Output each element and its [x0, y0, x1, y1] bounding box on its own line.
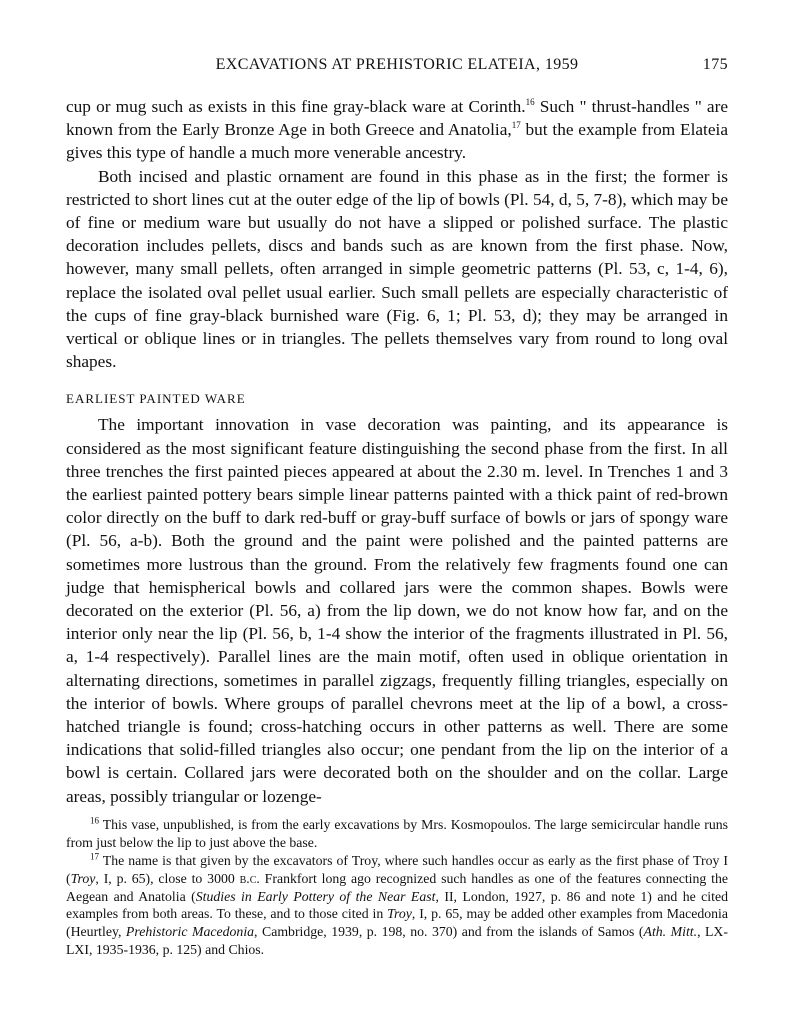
body-text	[66, 95, 728, 808]
footnote-ref-17[interactable]: 17	[511, 120, 521, 131]
footnote-number: 17	[90, 851, 99, 862]
footnote-number: 16	[90, 815, 99, 826]
running-header	[66, 56, 728, 74]
running-title: EXCAVATIONS AT PREHISTORIC ELATEIA, 1959	[215, 56, 579, 73]
page-number: 175	[702, 56, 728, 73]
footnote-17: $^{17}$ The name is that given by the excavators of Troy, where such handles occur as early as the first phase of Troy I (Troy, I, p. 65), close to 3000 b.c. Frankfort long ago recognized such handles as one of the features connecting the Aegean and Anatolia (Studies in Early Pottery of the Near East, II, London, 1927, p. 86 and note 1) and he cited examples from both areas. To these, and to those cited in Troy, I, p. 65, may be added other examples from Macedonia (Heurtley, Prehistoric Macedonia, Cambridge, 1939, p. 198, no. 370) and from the islands of Samos (Ath. Mitt., LX-LXI, 1935-1936, p. 125) and Chios.	[66, 851, 729, 957]
paragraph-ornament: Both incised and plastic ornament are found in this phase as in the first; the former is restricted to short lines cut at the outer edge of the lip of bowls (Pl. 54, d, 5, 7-8), which may be of fine or medium ware but usually do not have a slipped or polished surface. The plastic decoration includes pellets, discs and bands such as are known from the first phase. Now, however, many small pellets, often arranged in simple geometric patterns (Pl. 53, c, 1-4, 6), replace the isolated oval pellet usual earlier. Such small pellets are especially characteristic of the cups of fine gray-black burnished ware (Fig. 6, 1; Pl. 53, d); they may be arranged in vertical or oblique lines or in triangles. The pellets themselves vary from round to long oval shapes.	[66, 166, 728, 372]
footnote-16: $^{16}$ This vase, unpublished, is from the early excavations by Mrs. Kosmopoulos. The large semicircular handle runs from just below the lip to just above the base.	[66, 815, 728, 850]
section-heading: EARLIEST PAINTED WARE	[66, 391, 246, 407]
paragraph-painted-ware: The important innovation in vase decoration was painting, and its appearance is considered as the most significant feature distinguishing the second phase from the first. In all three trenches the first painted pieces appeared at about the 2.30 m. level. In Trenches 1 and 3 the earliest painted pottery bears simple linear patterns painted with a thick paint of red-brown color directly on the buff to dark red-buff or gray-buff surface of bowls or jars of spongy ware (Pl. 56, a-b). Both the ground and the paint were polished and the painted patterns are sometimes more lustrous than the ground. From the relatively few fragments found one can judge that hemispherical bowls and collared jars were the common shapes. Bowls were decorated on the exterior (Pl. 56, a) from the lip down, we do not know how far, and on the interior only near the lip (Pl. 56, b, 1-4 show the interior of the fragments illustrated in Pl. 56, a, 1-4 respectively). Parallel lines are the main motif, often used in oblique orientation in alternating directions, sometimes in parallel zigzags, frequently filling triangles, especially on the interior of bowls. Where groups of parallel chevrons meet at the lip of a bowl, a cross-hatched triangle is found; cross-hatching occurs in other patterns as well. There are some indications that solid-filled triangles also occur; one pendant from the lip on the interior of a bowl is certain. Collared jars were decorated both on the shoulder and on the collar. Large areas, possibly triangular or lozenge-	[66, 415, 728, 806]
footnote-ref-16[interactable]: 16	[525, 97, 535, 108]
paragraph-continued: cup or mug such as exists in this fine gray-black ware at Corinth.$^{16}$ Such " thrust-handles " are known from the Early Bronze Age in both Greece and Anatolia,$^{17}$ but the example from Elateia gives this type of handle a much more venerable ancestry.	[66, 97, 728, 163]
